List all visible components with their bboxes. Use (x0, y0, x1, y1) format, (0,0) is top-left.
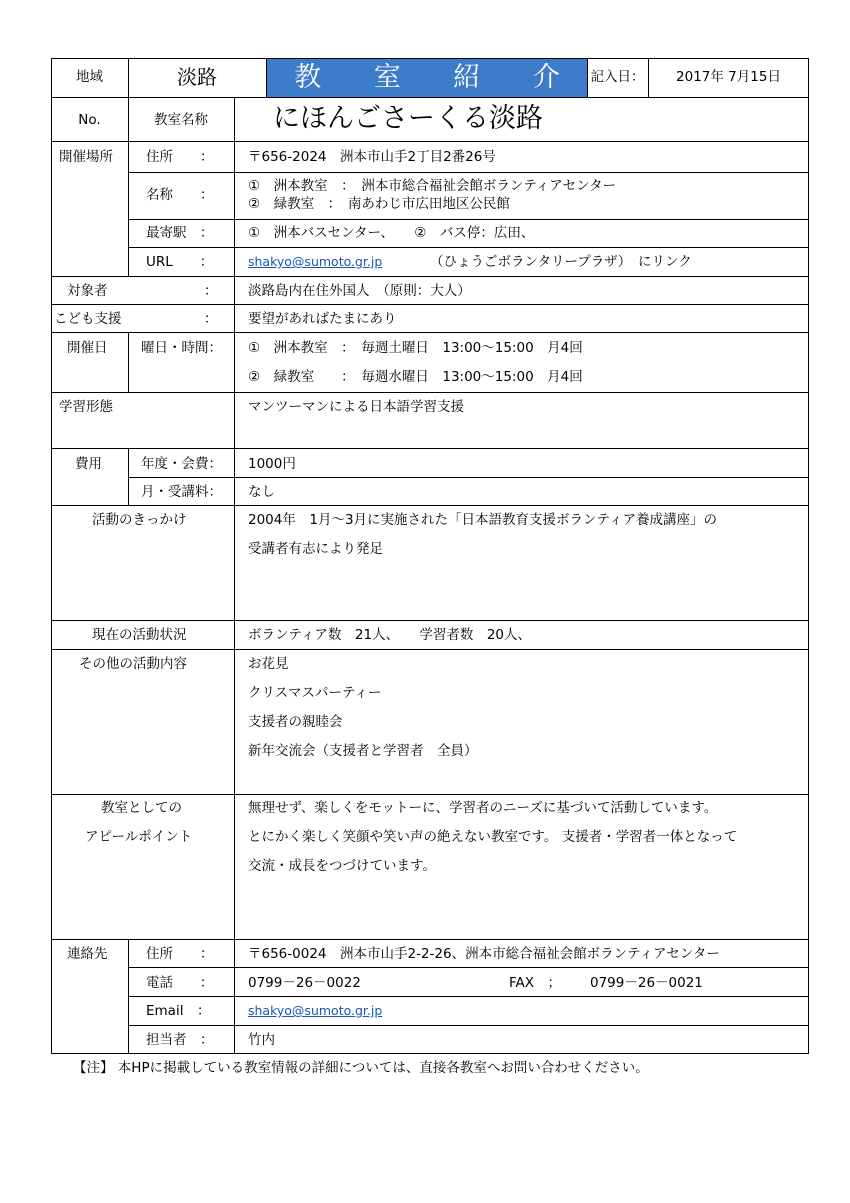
status-value: ボランティア数 21人、 学習者数 20人、 (248, 627, 532, 643)
region-value: 淡路 (177, 65, 217, 89)
target-value: 淡路島内在住外国人 （原則：大人） (248, 283, 471, 299)
origin-label: 活動のきっかけ (92, 512, 187, 528)
fees-section-label: 費用 (75, 456, 102, 472)
fees-monthly-value: なし (248, 484, 275, 500)
learning-value: マンツーマンによる日本語学習支援 (248, 399, 464, 415)
venue-name-label: 名称 ： (146, 187, 214, 203)
appeal-label-line1: 教室としての (101, 800, 182, 816)
other-item: お花見 (248, 656, 289, 672)
childcare-colon: ： (204, 311, 218, 327)
venue-url-link[interactable]: shakyo@sumoto.gr.jp (248, 254, 383, 269)
learning-label: 学習形態 (59, 399, 113, 415)
contact-address-value: 〒656-0024 洲本市山手2-2-26、洲本市総合福祉会館ボランティアセンター (248, 946, 720, 962)
target-colon: ： (204, 283, 218, 299)
childcare-label: こども支援 (54, 311, 122, 327)
footnote: 【注】 本HPに掲載している教室情報の詳細については、直接各教室へお問い合わせください。 (73, 1060, 649, 1076)
venue-url-label: URL ： (146, 254, 214, 270)
venue-url-note: （ひょうごボランタリープラザ） にリンク (430, 254, 692, 270)
venue-station-label: 最寄駅 ： (146, 225, 214, 241)
origin-line1: 2004年 1月～3月に実施された「日本語教育支援ボランティア養成講座」の (248, 512, 717, 528)
classroom-name-label: 教室名称 (154, 112, 208, 128)
contact-person-value: 竹内 (248, 1032, 275, 1048)
contact-address-label: 住所 ： (146, 946, 214, 962)
other-label: その他の活動内容 (79, 656, 187, 672)
schedule-section-label: 開催日 (67, 340, 108, 356)
other-item: 新年交流会（支援者と学習者 全員） (248, 743, 478, 759)
target-label: 対象者 (67, 283, 108, 299)
classroom-name-value: にほんごさーくる淡路 (273, 103, 543, 134)
venue-name-line2: ② 緑教室 ： 南あわじ市広田地区公民館 (248, 196, 510, 212)
other-item: 支援者の親睦会 (248, 714, 343, 730)
schedule-line1: ① 洲本教室 ： 毎週土曜日 13:00～15:00 月4回 (248, 340, 583, 356)
venue-section-label: 開催場所 (59, 149, 113, 165)
contact-email-label: Email ： (146, 1003, 211, 1019)
date-label: 記入日： (590, 69, 645, 85)
venue-station-value: ① 洲本バスセンター、 ② バス停：広田、 (248, 225, 535, 241)
status-label: 現在の活動状況 (92, 627, 187, 643)
origin-line2: 受講者有志により発足 (248, 541, 383, 557)
venue-address-label: 住所 ： (146, 149, 214, 165)
childcare-value: 要望があればたまにあり (248, 311, 397, 327)
appeal-line: 交流・成長をつづけています。 (248, 858, 436, 874)
contact-phone-label: 電話 ： (146, 975, 214, 991)
fees-monthly-label: 月・受講料： (141, 484, 222, 500)
fees-annual-label: 年度・会費： (141, 456, 222, 472)
fees-annual-value: 1000円 (248, 456, 296, 472)
appeal-label-line2: アピールポイント (85, 829, 193, 845)
schedule-line2: ② 緑教室 ： 毎週水曜日 13:00～15:00 月4回 (248, 369, 583, 385)
contact-email-link[interactable]: shakyo@sumoto.gr.jp (248, 1003, 383, 1018)
contact-section-label: 連絡先 (67, 946, 108, 962)
contact-person-label: 担当者 ： (146, 1032, 214, 1048)
contact-phone-value: 0799－26－0022 (248, 975, 361, 991)
region-label: 地域 (76, 69, 103, 85)
contact-fax-value: 0799－26－0021 (590, 975, 703, 991)
contact-fax-label: FAX ； (509, 975, 562, 991)
schedule-sub-label: 曜日・時間： (141, 340, 222, 356)
appeal-line: とにかく楽しく笑顔や笑い声の絶えない教室です。 支援者・学習者一体となって (248, 829, 738, 845)
date-value: 2017年 7月15日 (676, 69, 781, 85)
no-label: No. (78, 112, 101, 128)
banner-title: 教 室 紹 介 (267, 59, 587, 97)
venue-name-line1: ① 洲本教室 ： 洲本市総合福祉会館ボランティアセンター (248, 178, 617, 194)
venue-address-value: 〒656-2024 洲本市山手2丁目2番26号 (248, 149, 496, 165)
appeal-line: 無理せず、楽しくをモットーに、学習者のニーズに基づいて活動しています。 (248, 800, 718, 816)
other-item: クリスマスパーティー (248, 685, 382, 701)
